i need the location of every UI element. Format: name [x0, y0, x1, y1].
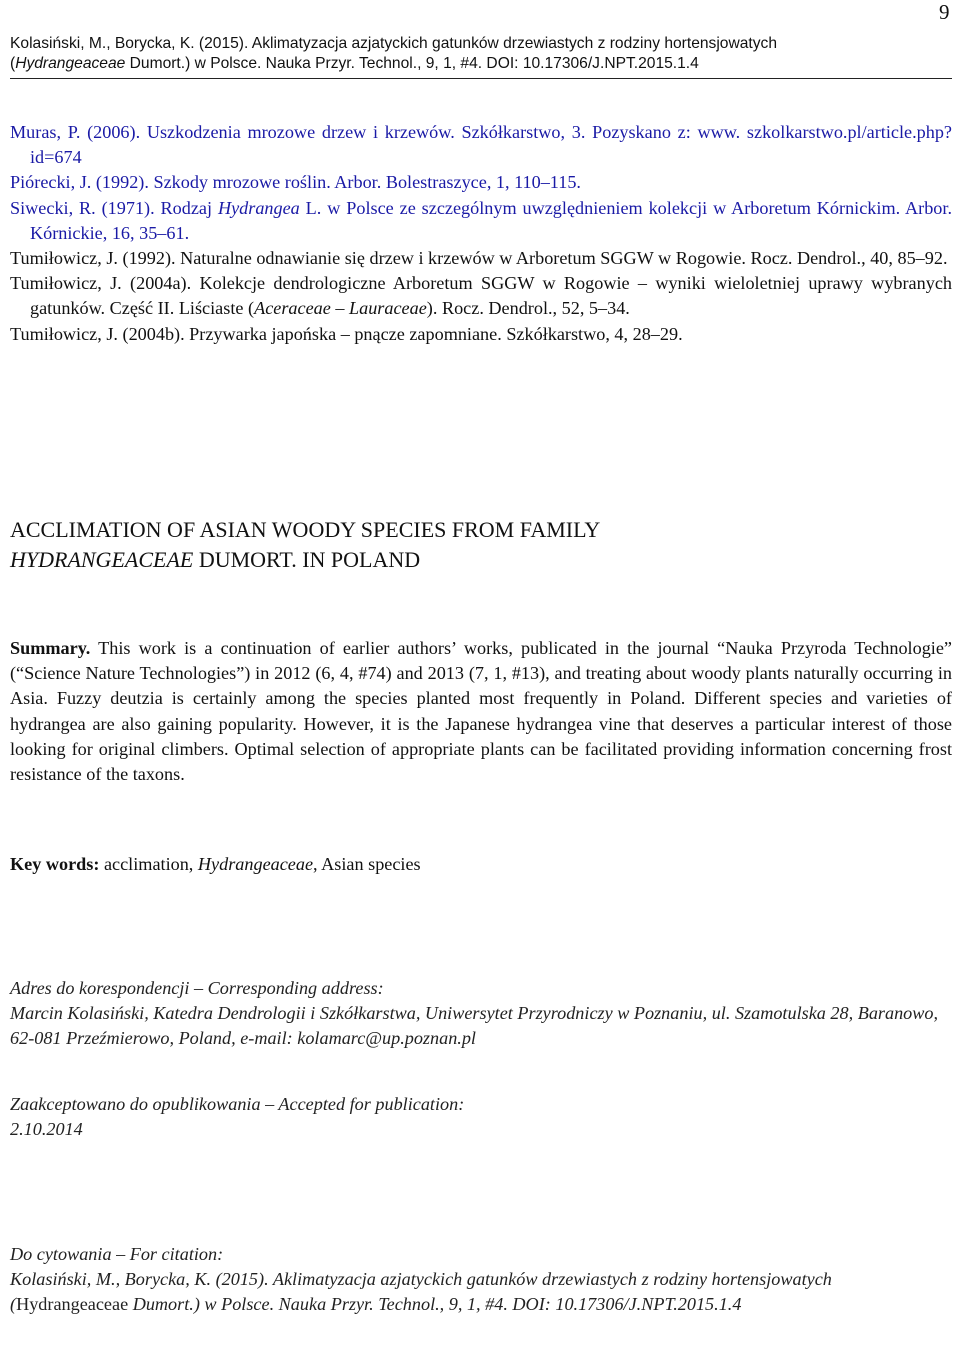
- reference-item: Siwecki, R. (1971). Rodzaj Hydrangea L. w Polsce ze szczególnym uwzględnieniem kolekcji w Arboretum Kórnickim. Arbor. Kórnickie, 16, 35–61.: [10, 197, 952, 243]
- english-title: [10, 515, 952, 575]
- reference-item: Piórecki, J. (1992). Szkody mrozowe roślin. Arbor. Bolestraszyce, 1, 110–115.: [10, 172, 581, 193]
- keywords: Key words: acclimation, Hydrangeaceae, Asian species: [10, 854, 421, 874]
- correspondence-block: [10, 976, 952, 1052]
- english-title-line-1: ACCLIMATION OF ASIAN WOODY SPECIES FROM FAMILY: [10, 517, 601, 542]
- accepted-block: [10, 1092, 952, 1142]
- summary-text: This work is a continuation of earlier authors’ works, publicated in the journal “Nauka Przyroda Technologie” (“Science Nature Technologies”) in 2012 (6, 4, #74) and 2013 (7, 1, #13), and treating about woody plants naturally occurring in Asia. Fuzzy deutzia is certainly among the species planted most frequently in Poland. Different species and varieties of hydrangea are also gaining popularity. However, it is the Japanese hydrangea vine that deserves a particular interest of those looking for original climbers. Optimal selection of appropriate plants can be facilitated providing information concerning frost resistance of the taxons.: [10, 638, 952, 785]
- reference-item: Tumiłowicz, J. (2004b). Przywarka japońska – pnącze zapomniane. Szkółkarstwo, 4, 28–29.: [10, 323, 683, 344]
- summary-label: Summary.: [10, 638, 91, 658]
- english-title-line-2: HYDRANGEACEAE DUMORT. IN POLAND: [10, 547, 421, 572]
- header-line-2: (Hydrangeaceae Dumort.) w Polsce. Nauka Przyr. Technol., 9, 1, #4. DOI: 10.17306/J.NPT.2015.1.4: [10, 55, 699, 72]
- keywords-label: Key words:: [10, 854, 100, 874]
- reference-item: Tumiłowicz, J. (1992). Naturalne odnawianie się drzew i krzewów w Arboretum SGGW w Rogowie. Rocz. Dendrol., 40, 85–92.: [10, 248, 948, 269]
- accepted-heading: Zaakceptowano do opublikowania – Accepted for publication:: [10, 1094, 465, 1114]
- header-line-1: Kolasiński, M., Borycka, K. (2015). Aklimatyzacja azjatyckich gatunków drzewiastych z rodziny hortensjowatych: [10, 35, 778, 52]
- reference-item: Tumiłowicz, J. (2004a). Kolekcje dendrologiczne Arboretum SGGW w Rogowie – wyniki wieloletniej uprawy wybranych gatunków. Część II. Liściaste (Aceraceae – Lauraceae). Rocz. Dendrol., 52, 5–34.: [10, 273, 952, 319]
- citation-heading: Do cytowania – For citation:: [10, 1244, 224, 1264]
- correspondence-address: Marcin Kolasiński, Katedra Dendrologii i Szkółkarstwa, Uniwersytet Przyrodniczy w Poznaniu, ul. Szamotulska 28, Baranowo, 62-081 Przeźmierowo, Poland, e-mail: kolamarc@up.poznan.pl: [10, 1003, 939, 1049]
- summary-paragraph: [10, 636, 952, 787]
- running-header: [10, 34, 952, 79]
- reference-item: Muras, P. (2006). Uszkodzenia mrozowe drzew i krzewów. Szkółkarstwo, 3. Pozyskano z: www. szkolkarstwo.pl/article.php?id=674: [10, 122, 952, 168]
- citation-text: Kolasiński, M., Borycka, K. (2015). Aklimatyzacja azjatyckich gatunków drzewiastych z rodziny hortensjowatych (Hydrangeaceae Dumort.) w Polsce. Nauka Przyr. Technol., 9, 1, #4. DOI: 10.17306/J.NPT.2015.1.4: [10, 1269, 832, 1315]
- correspondence-heading: Adres do korespondencji – Corresponding address:: [10, 978, 384, 998]
- accepted-date: 2.10.2014: [10, 1119, 83, 1140]
- header-family-name: Hydrangeaceae: [15, 55, 126, 72]
- page-number: 9: [939, 0, 950, 24]
- citation-block: [10, 1242, 952, 1318]
- reference-list: [10, 120, 952, 347]
